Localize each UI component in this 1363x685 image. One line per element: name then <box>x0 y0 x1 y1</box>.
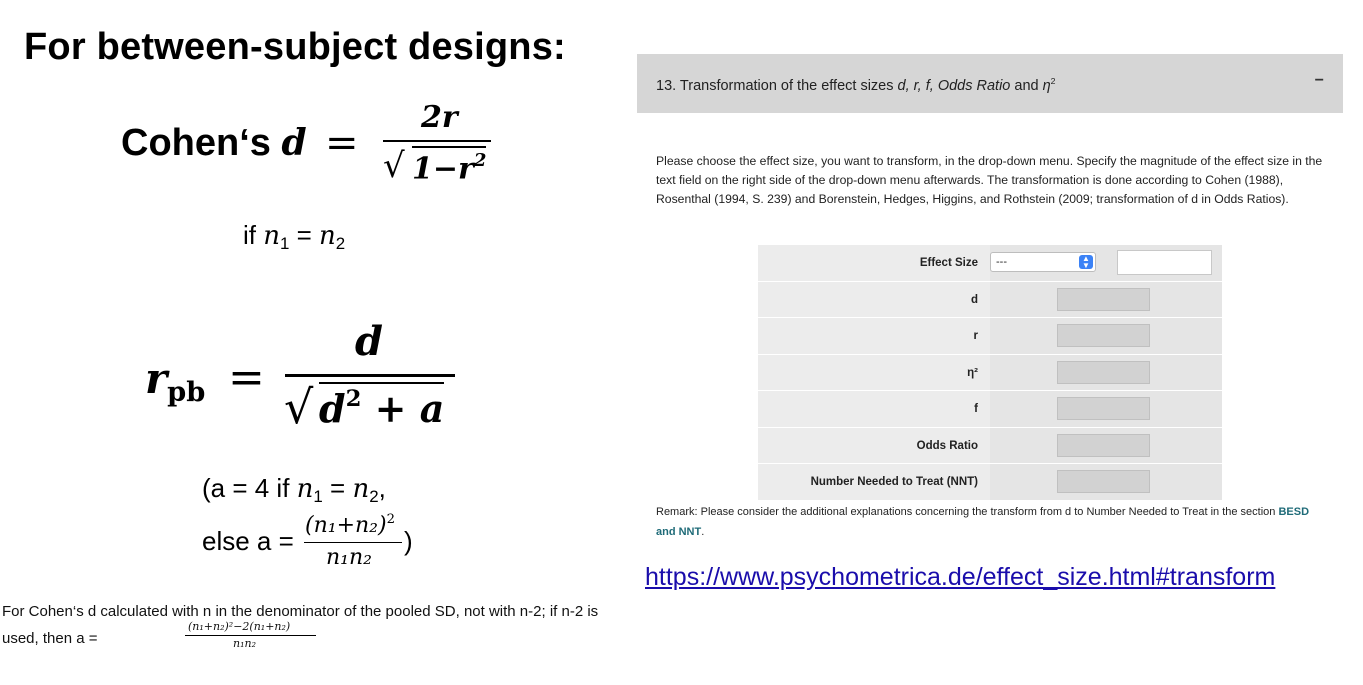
sqrt-icon: √ <box>284 380 314 434</box>
table-row <box>758 282 1222 319</box>
row-label: Odds Ratio <box>758 428 990 464</box>
note-fraction: (n₁+n₂)²−2(n₁+n₂) n₁n₂ <box>185 622 318 658</box>
row-label: r <box>758 318 990 354</box>
pooled-sd-note: For Cohen‘s d calculated with n in the denominator of the pooled SD, not with n-2; if n-2 is used, then a = (n₁+n₂)²−2(n₁+n₂) n₁n₂ <box>2 598 612 652</box>
effect-size-label: Effect Size <box>758 245 990 281</box>
table-row <box>758 355 1222 392</box>
table-row <box>758 464 1222 501</box>
panel-title: 13. Transformation of the effect sizes d, r, f, Odds Ratio and $\eta^2$ <box>656 76 1056 95</box>
eta-squared-output-field <box>1057 361 1150 384</box>
row-label: Number Needed to Treat (NNT) <box>758 464 990 500</box>
remark-text: Remark: Please consider the additional explanations concerning the transform from d to Number Needed to Treat in the section BESD and NNT. <box>656 506 1310 538</box>
cohens-d-fraction-bar <box>383 140 491 142</box>
source-url-link[interactable]: https://www.psychometrica.de/effect_size.html#transform <box>645 563 1276 591</box>
a-equals-4-condition: (a = 4 if $n_1 = n_2$, <box>202 473 386 507</box>
collapse-icon[interactable]: − <box>1314 72 1324 89</box>
cohens-d-label: Cohen‘s <box>121 122 282 164</box>
rpb-numerator: d <box>355 318 383 365</box>
odds-ratio-output-field <box>1057 434 1150 457</box>
rpb-equals: = <box>228 352 265 403</box>
cohens-d-symbol: d <box>281 122 307 164</box>
row-label: d <box>758 282 990 318</box>
besd-nnt-link[interactable]: BESD and NNT <box>656 506 1310 538</box>
rpb-symbol: $r_{pb}$ <box>145 354 206 409</box>
panel-header[interactable] <box>637 54 1343 113</box>
rpb-denominator: √ $d^2 + a$ <box>284 380 445 434</box>
slide-heading: For between-subject designs: <box>24 26 566 68</box>
cohens-d-denominator: √ $1-r^2$ <box>383 146 487 187</box>
effect-size-input[interactable] <box>1117 250 1212 275</box>
panel-intro-text: Please choose the effect size, you want to transform, in the drop-down menu. Specify the magnitude of the effect size in the text field on the right side of the drop-down menu afterwards. The transformation is done according to Cohen (1988), Rosenthal (1994, S. 239) and Borenstein, Hedges, Higgins, and Rothstein (2009; transformation of d in Odds Ratios). <box>656 154 1323 206</box>
d-output-field <box>1057 288 1150 311</box>
cohens-d-equals: = <box>325 120 359 166</box>
rpb-fraction-bar <box>285 374 455 377</box>
table-row <box>758 428 1222 465</box>
row-label: η² <box>758 355 990 391</box>
cohens-d-numerator: 2r <box>421 100 458 135</box>
table-row <box>758 318 1222 355</box>
equal-n-condition: if $n_1 = n_2$ <box>243 220 346 254</box>
sqrt-icon: √ <box>383 146 405 186</box>
transform-table <box>758 245 1222 501</box>
effect-size-select[interactable]: --- ▲ ▼ <box>990 252 1096 272</box>
row-label: f <box>758 391 990 427</box>
select-arrows-icon: ▲ ▼ <box>1079 255 1093 269</box>
table-row <box>758 391 1222 428</box>
f-output-field <box>1057 397 1150 420</box>
effect-size-row <box>758 245 1222 282</box>
nnt-output-field <box>1057 470 1150 493</box>
r-output-field <box>1057 324 1150 347</box>
